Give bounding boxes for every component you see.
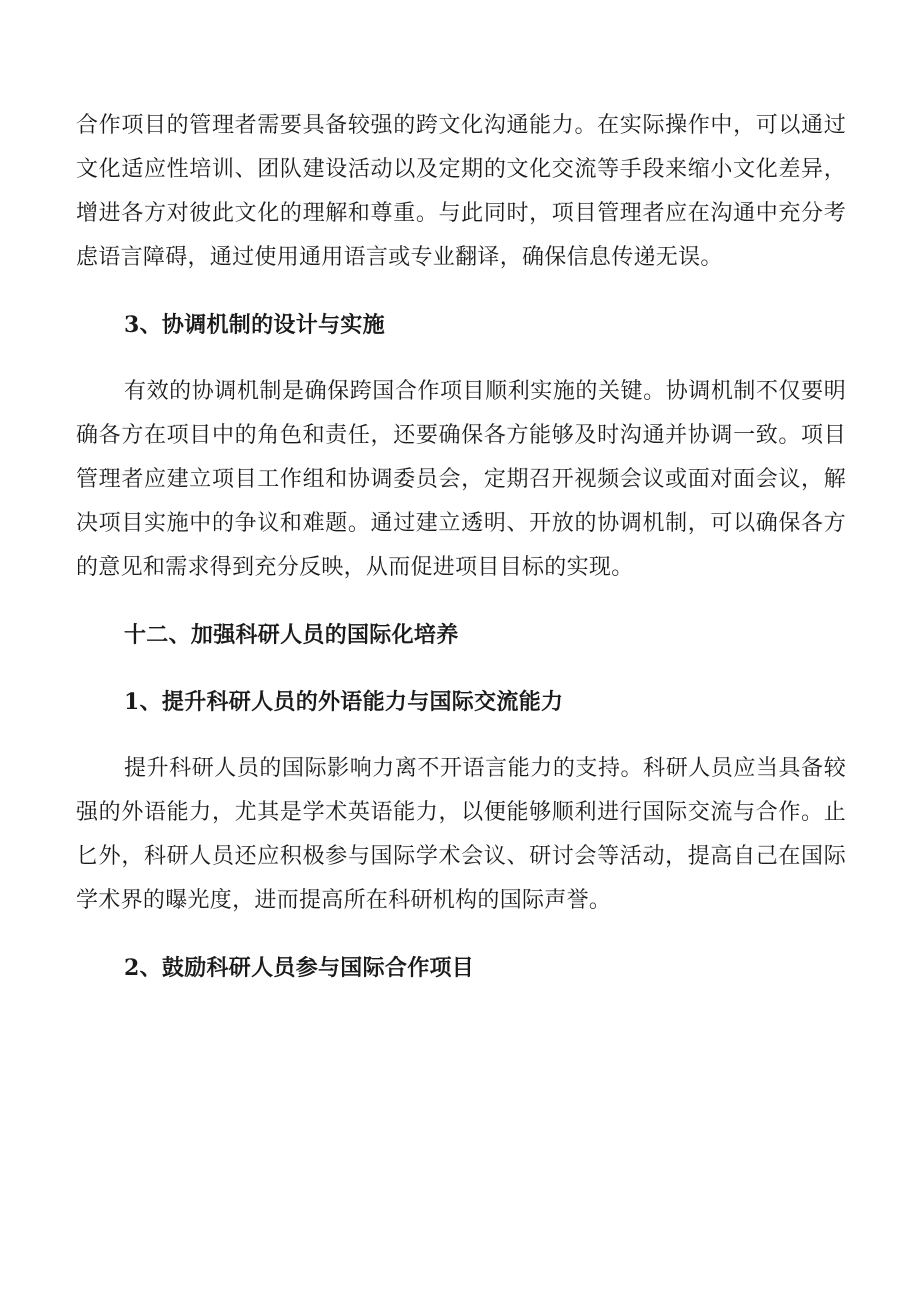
heading-coordination-mechanism: 3、协调机制的设计与实施 [124,312,385,338]
paragraph-coordination-mechanism: 有效的协调机制是确保跨国合作项目顺利实施的关键。协调机制不仅要明确各方在项目中的角色和责任，还要确保各方能够及时沟通并协调一致。项目管理者应建立项目工作组和协调委员会，定期召开视频会议或面对面会议，解决项目实施中的争议和难题。通过建立透明、开放的协调机制，可以确保各方的意见和需求得到充分反映，从而促进项目目标的实现。 [76,379,846,580]
heading-language-ability: 1、提升科研人员的外语能力与国际交流能力 [124,689,564,715]
paragraph-language-ability: 提升科研人员的国际影响力离不开语言能力的支持。科研人员应当具备较强的外语能力，尤其是学术英语能力，以便能够顺利进行国际交流与合作。止匕外，科研人员还应积极参与国际学术会议、研讨会等活动，提高自己在国际学术界的曝光度，进而提高所在科研机构的国际声誉。 [76,756,846,913]
document-page [76,104,846,990]
paragraph-cross-cultural-communication: 合作项目的管理者需要具备较强的跨文化沟通能力。在实际操作中，可以通过文化适应性培训、团队建设活动以及定期的文化交流等手段来缩小文化差异，增进各方对彼此文化的理解和尊重。与此同时，项目管理者应在沟通中充分考虑语言障碍，通过使用通用语言或专业翻译，确保信息传递无误。 [76,113,846,270]
heading-section-twelve: 十二、加强科研人员的国际化培养 [124,622,459,648]
heading-international-projects: 2、鼓励科研人员参与国际合作项目 [124,955,475,981]
